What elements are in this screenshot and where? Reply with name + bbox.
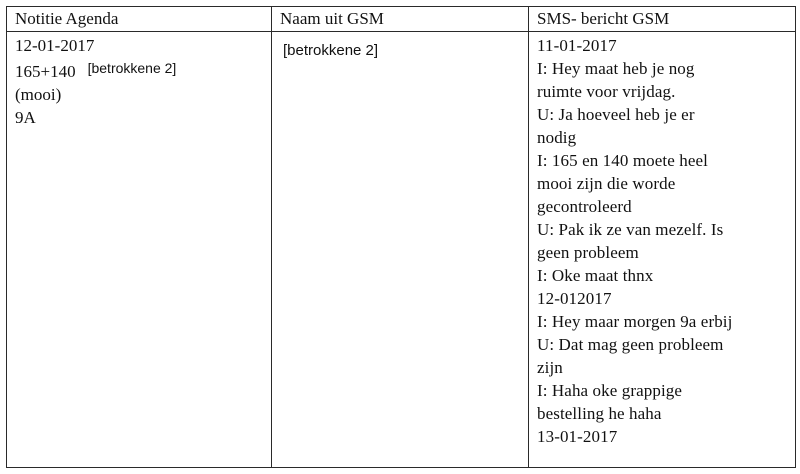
header-row [7, 7, 796, 32]
sms-line: bestelling he haha [537, 404, 662, 423]
sms-line: ruimte voor vrijdag. [537, 82, 676, 101]
sms-line: I: Oke maat thnx [537, 266, 654, 285]
header-notitie-agenda: Notitie Agenda [7, 7, 272, 32]
header-sms-bericht: SMS- bericht GSM [529, 7, 796, 32]
sms-line: U: Ja hoeveel heb je er [537, 105, 695, 124]
agenda-date: 12-01-2017 [15, 36, 95, 55]
sms-line: I: Hey maat heb je nog [537, 59, 695, 78]
sms-line: mooi zijn die worde [537, 174, 676, 193]
sms-line: U: Pak ik ze van mezelf. Is [537, 220, 724, 239]
agenda-cell [7, 32, 272, 468]
evidence-table [6, 6, 796, 468]
gsm-name: [betrokkene 2] [283, 42, 379, 59]
sms-line: zijn [537, 358, 563, 377]
table-row [7, 32, 796, 468]
sms-line: U: Dat mag geen probleem [537, 335, 724, 354]
gsm-name-cell [272, 32, 529, 468]
agenda-note: (mooi) [15, 85, 62, 104]
sms-line: I: 165 en 140 moete heel [537, 151, 708, 170]
agenda-code: 9A [15, 108, 36, 127]
agenda-amount-line [15, 57, 263, 83]
header-naam-uit-gsm: Naam uit GSM [272, 7, 529, 32]
agenda-amount: 165+140 [15, 62, 76, 81]
sms-line: geen probleem [537, 243, 639, 262]
sms-line: gecontroleerd [537, 197, 632, 216]
sms-line: 12-012017 [537, 289, 612, 308]
sms-line: I: Hey maar morgen 9a erbij [537, 312, 733, 331]
sms-line: 13-01-2017 [537, 427, 618, 446]
sms-line: nodig [537, 128, 577, 147]
sms-line: 11-01-2017 [537, 36, 617, 55]
sms-line: I: Haha oke grappige [537, 381, 683, 400]
agenda-person: [betrokkene 2] [87, 60, 177, 76]
sms-cell [529, 32, 796, 468]
